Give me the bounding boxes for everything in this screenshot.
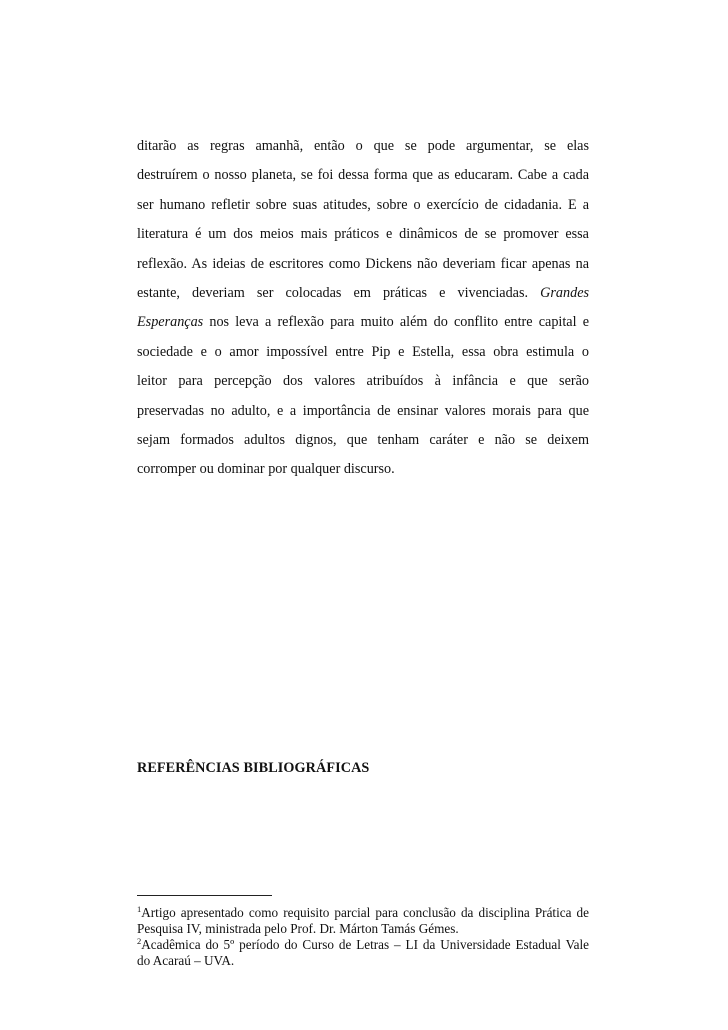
footnote-1 (137, 905, 589, 937)
footnote-line (137, 905, 589, 921)
book-title-italic: Grandes (540, 285, 590, 302)
footnote-2 (137, 937, 589, 969)
footnote-marker: 1 (137, 904, 142, 914)
body-line: ditarão as regras amanhã, então o que se pode argumentar, se elas (137, 138, 589, 154)
body-line (137, 279, 589, 308)
footnote-line: do Acaraú – UVA. (137, 953, 235, 968)
footnote-separator (137, 895, 272, 896)
body-line: preservadas no adulto, e a importância de ensinar valores morais para que (137, 402, 589, 419)
body-line-text: estante, deveriam ser colocadas em práticas e vivenciadas. (137, 285, 529, 302)
body-line: ser humano refletir sobre suas atitudes, sobre o exercício de cidadania. E a (137, 196, 589, 213)
section-heading-references: REFERÊNCIAS BIBLIOGRÁFICAS (137, 760, 370, 776)
footnote-line: Pesquisa IV, ministrada pelo Prof. Dr. Márton Tamás Gémes. (137, 921, 459, 936)
book-title-italic: Esperanças (137, 314, 204, 331)
body-line: literatura é um dos meios mais práticos e dinâmicos de se promover essa (137, 226, 589, 243)
body-line: leitor para percepção dos valores atribuídos à infância e que serão (137, 373, 589, 390)
body-line: sociedade e o amor impossível entre Pip e Estella, essa obra estimula o (137, 343, 589, 360)
footnote-text: Acadêmica do 5º período do Curso de Letras – LI da Universidade Estadual Vale (141, 937, 589, 952)
body-line: reflexão. As ideias de escritores como Dickens não deveriam ficar apenas na (137, 255, 589, 272)
body-line: corromper ou dominar por qualquer discurso. (137, 461, 395, 478)
body-paragraph (137, 132, 589, 485)
body-line: sejam formados adultos dignos, que tenham caráter e não se deixem (137, 432, 589, 449)
footnote-text: Artigo apresentado como requisito parcial para conclusão da disciplina Prática de (141, 905, 589, 920)
body-line (137, 308, 589, 337)
body-line-text: nos leva a reflexão para muito além do conflito entre capital e (209, 314, 589, 331)
footnote-line (137, 937, 589, 953)
body-line: destruírem o nosso planeta, se foi dessa forma que as educaram. Cabe a cada (137, 167, 589, 184)
footnotes (137, 905, 589, 969)
footnote-marker: 2 (137, 936, 142, 946)
